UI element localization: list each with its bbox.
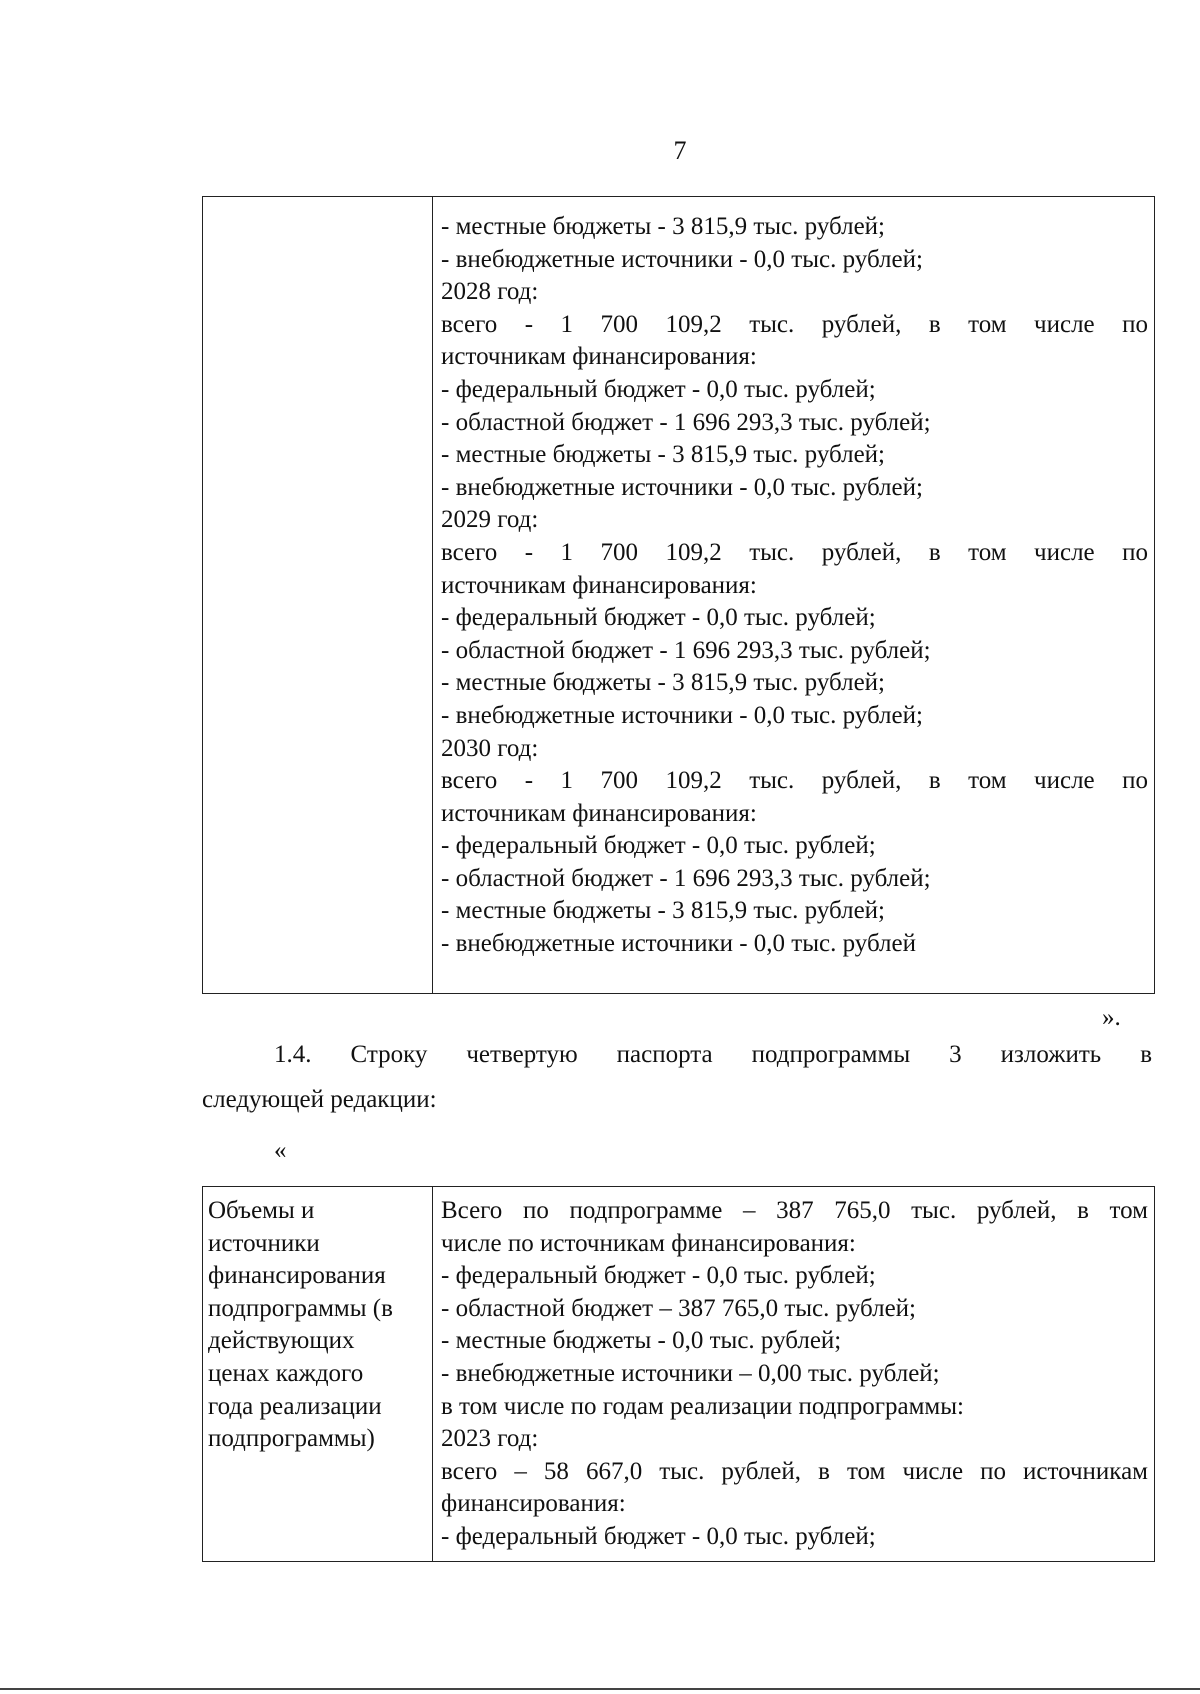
text-line: - внебюджетные источники – 0,00 тыс. рублей;	[441, 1359, 940, 1387]
text-line: - внебюджетные источники - 0,0 тыс. рублей;	[441, 473, 923, 501]
page-bottom-rule	[0, 1688, 1200, 1690]
text-line: Всего по подпрограмме – 387 765,0 тыс. рублей, в том	[441, 1197, 1148, 1224]
text-line: - местные бюджеты - 3 815,9 тыс. рублей;	[441, 213, 885, 240]
text-line: - областной бюджет - 1 696 293,3 тыс. рублей;	[441, 864, 931, 892]
paragraph-line: следующей редакции:	[202, 1086, 437, 1113]
table-cell-content	[433, 1187, 1155, 1562]
text-line: источникам финансирования:	[441, 343, 757, 371]
label-line: источники	[208, 1229, 320, 1257]
text-line: всего - 1 700 109,2 тыс. рублей, в том числе по	[441, 767, 1148, 795]
table-cell-content	[433, 197, 1155, 994]
text-line: всего – 58 667,0 тыс. рублей, в том числе по источникам	[441, 1457, 1148, 1485]
closing-quote: ».	[1102, 1004, 1121, 1031]
paragraph-line: 1.4. Строку четвертую паспорта подпрограммы 3 изложить в	[274, 1041, 1152, 1068]
label-line: действующих	[208, 1327, 355, 1355]
text-line: финансирования:	[441, 1490, 626, 1518]
label-line: подпрограммы)	[208, 1425, 375, 1453]
text-line: - местные бюджеты - 0,0 тыс. рублей;	[441, 1327, 842, 1355]
text-line: - внебюджетные источники - 0,0 тыс. рублей;	[441, 245, 923, 273]
text-line: источникам финансирования:	[441, 571, 757, 599]
year-heading: 2028 год:	[441, 278, 539, 306]
text-line: числе по источникам финансирования:	[441, 1229, 856, 1257]
text-line: - местные бюджеты - 3 815,9 тыс. рублей;	[441, 669, 885, 697]
year-heading: 2029 год:	[441, 506, 539, 534]
text-line: всего - 1 700 109,2 тыс. рублей, в том числе по	[441, 310, 1148, 338]
year-heading: 2030 год:	[441, 734, 539, 762]
label-line: ценах каждого	[208, 1359, 364, 1387]
text-line: в том числе по годам реализации подпрограммы:	[441, 1392, 964, 1420]
text-line: - внебюджетные источники - 0,0 тыс. рублей;	[441, 701, 923, 729]
table-cell-label	[203, 1187, 433, 1562]
label-line: финансирования	[208, 1262, 386, 1290]
text-line: - внебюджетные источники - 0,0 тыс. рублей	[441, 930, 916, 958]
text-line: - областной бюджет - 1 696 293,3 тыс. рублей;	[441, 636, 931, 664]
table-row	[203, 1187, 1155, 1562]
table-cell-label	[203, 197, 433, 994]
text-line: всего - 1 700 109,2 тыс. рублей, в том числе по	[441, 538, 1148, 566]
label-line: года реализации	[208, 1392, 382, 1420]
table-row	[203, 197, 1155, 994]
year-heading: 2023 год:	[441, 1425, 539, 1453]
text-line: - федеральный бюджет - 0,0 тыс. рублей;	[441, 604, 876, 632]
text-line: - местные бюджеты - 3 815,9 тыс. рублей;	[441, 897, 885, 925]
text-line: - областной бюджет – 387 765,0 тыс. рублей;	[441, 1294, 916, 1322]
text-line: - федеральный бюджет - 0,0 тыс. рублей;	[441, 375, 876, 403]
text-line: - федеральный бюджет - 0,0 тыс. рублей;	[441, 832, 876, 860]
opening-quote: «	[274, 1137, 287, 1164]
label-line: Объемы и	[208, 1197, 315, 1224]
label-line: подпрограммы (в	[208, 1294, 393, 1322]
text-line: источникам финансирования:	[441, 799, 757, 827]
text-line: - местные бюджеты - 3 815,9 тыс. рублей;	[441, 441, 885, 469]
text-line: - федеральный бюджет - 0,0 тыс. рублей;	[441, 1522, 876, 1550]
text-line: - федеральный бюджет - 0,0 тыс. рублей;	[441, 1262, 876, 1290]
page-number: 7	[673, 136, 687, 165]
subprogram-passport-table	[202, 1186, 1155, 1562]
text-line: - областной бюджет - 1 696 293,3 тыс. рублей;	[441, 408, 931, 436]
passport-table-continued	[202, 196, 1155, 994]
